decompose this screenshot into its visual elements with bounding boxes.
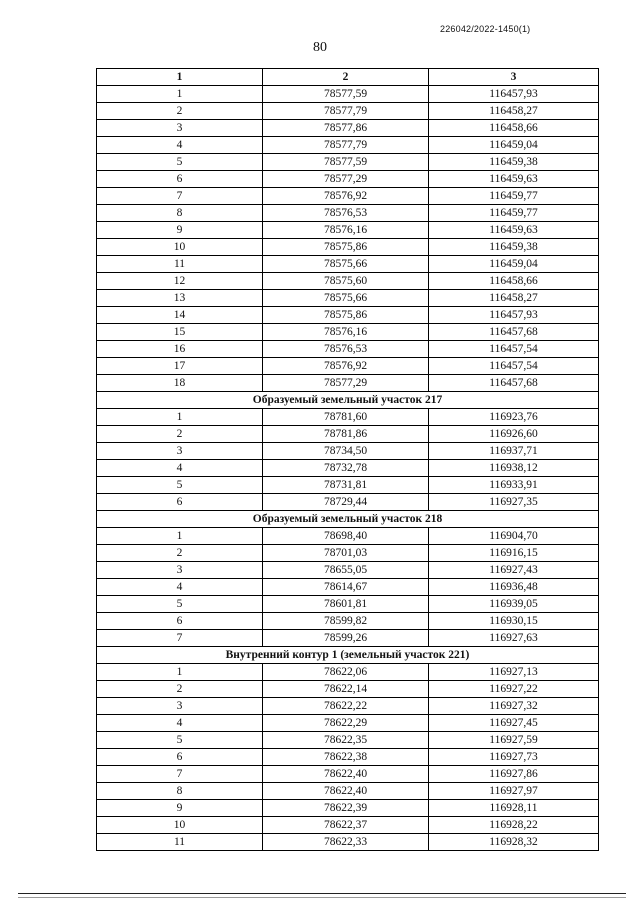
coordinate-x: 78622,37 [263, 817, 429, 834]
coordinate-y: 116937,71 [429, 443, 599, 460]
coordinate-x: 78729,44 [263, 494, 429, 511]
coordinate-y: 116458,27 [429, 290, 599, 307]
coordinate-x: 78575,66 [263, 256, 429, 273]
bottom-rule [18, 893, 626, 894]
table-row [97, 766, 599, 783]
table-row [97, 460, 599, 477]
section-title: Образуемый земельный участок 218 [97, 511, 599, 528]
coordinate-x: 78614,67 [263, 579, 429, 596]
coordinate-y: 116927,45 [429, 715, 599, 732]
coordinate-x: 78577,59 [263, 154, 429, 171]
point-number: 2 [97, 426, 263, 443]
point-number: 7 [97, 766, 263, 783]
table-row [97, 664, 599, 681]
point-number: 8 [97, 205, 263, 222]
table-row [97, 528, 599, 545]
table-row [97, 800, 599, 817]
coordinate-y: 116459,77 [429, 188, 599, 205]
point-number: 11 [97, 834, 263, 851]
coordinate-y: 116459,77 [429, 205, 599, 222]
coordinate-y: 116939,05 [429, 596, 599, 613]
coordinate-y: 116927,97 [429, 783, 599, 800]
coordinate-x: 78622,29 [263, 715, 429, 732]
point-number: 1 [97, 409, 263, 426]
point-number: 18 [97, 375, 263, 392]
point-number: 5 [97, 154, 263, 171]
column-header: 2 [263, 69, 429, 86]
point-number: 2 [97, 103, 263, 120]
coordinate-x: 78577,29 [263, 171, 429, 188]
table-row [97, 630, 599, 647]
coordinate-y: 116927,63 [429, 630, 599, 647]
coordinate-x: 78622,06 [263, 664, 429, 681]
table-row [97, 239, 599, 256]
point-number: 10 [97, 817, 263, 834]
table-row [97, 834, 599, 851]
point-number: 15 [97, 324, 263, 341]
table-row [97, 494, 599, 511]
section-header-row [97, 647, 599, 664]
table-row [97, 273, 599, 290]
table-row [97, 375, 599, 392]
coordinate-x: 78577,86 [263, 120, 429, 137]
coordinates-table [96, 68, 599, 851]
table-row [97, 120, 599, 137]
point-number: 14 [97, 307, 263, 324]
point-number: 3 [97, 120, 263, 137]
point-number: 4 [97, 715, 263, 732]
coordinate-y: 116927,13 [429, 664, 599, 681]
coordinate-x: 78622,39 [263, 800, 429, 817]
table-row [97, 613, 599, 630]
coordinate-y: 116459,04 [429, 137, 599, 154]
coordinate-x: 78575,86 [263, 307, 429, 324]
table-row [97, 324, 599, 341]
coordinate-y: 116927,32 [429, 698, 599, 715]
table-row [97, 783, 599, 800]
coordinate-x: 78576,53 [263, 205, 429, 222]
coordinate-x: 78576,16 [263, 222, 429, 239]
point-number: 6 [97, 749, 263, 766]
table-row [97, 545, 599, 562]
coordinate-y: 116927,35 [429, 494, 599, 511]
point-number: 2 [97, 681, 263, 698]
coordinate-x: 78575,66 [263, 290, 429, 307]
table-row [97, 443, 599, 460]
table-row [97, 409, 599, 426]
table-row [97, 103, 599, 120]
point-number: 1 [97, 528, 263, 545]
coordinate-y: 116938,12 [429, 460, 599, 477]
point-number: 8 [97, 783, 263, 800]
table-row [97, 137, 599, 154]
page-number: 80 [313, 40, 327, 55]
coordinate-y: 116927,22 [429, 681, 599, 698]
coordinate-x: 78575,60 [263, 273, 429, 290]
table-row [97, 171, 599, 188]
coordinate-x: 78622,40 [263, 766, 429, 783]
coordinate-y: 116927,73 [429, 749, 599, 766]
bottom-rule-thin [18, 897, 626, 898]
table-row [97, 154, 599, 171]
coordinate-x: 78576,16 [263, 324, 429, 341]
coordinate-x: 78732,78 [263, 460, 429, 477]
coordinate-x: 78601,81 [263, 596, 429, 613]
point-number: 10 [97, 239, 263, 256]
table-row [97, 307, 599, 324]
point-number: 3 [97, 443, 263, 460]
point-number: 9 [97, 800, 263, 817]
coordinate-x: 78622,22 [263, 698, 429, 715]
coordinate-x: 78576,53 [263, 341, 429, 358]
coordinate-x: 78698,40 [263, 528, 429, 545]
table-body [97, 86, 599, 851]
coordinate-x: 78781,86 [263, 426, 429, 443]
table-row [97, 426, 599, 443]
coordinate-y: 116457,54 [429, 358, 599, 375]
point-number: 3 [97, 562, 263, 579]
point-number: 12 [97, 273, 263, 290]
coordinate-y: 116457,93 [429, 307, 599, 324]
coordinate-y: 116457,68 [429, 324, 599, 341]
coordinate-y: 116457,93 [429, 86, 599, 103]
section-title: Внутренний контур 1 (земельный участок 221) [97, 647, 599, 664]
table-row [97, 562, 599, 579]
coordinate-y: 116459,38 [429, 154, 599, 171]
point-number: 9 [97, 222, 263, 239]
table-row [97, 86, 599, 103]
point-number: 1 [97, 86, 263, 103]
coordinate-y: 116459,63 [429, 222, 599, 239]
coordinate-x: 78599,82 [263, 613, 429, 630]
coordinate-y: 116458,66 [429, 273, 599, 290]
point-number: 4 [97, 460, 263, 477]
point-number: 5 [97, 596, 263, 613]
column-header: 3 [429, 69, 599, 86]
table-header [97, 69, 599, 86]
coordinate-y: 116930,15 [429, 613, 599, 630]
table-row [97, 715, 599, 732]
table-row [97, 205, 599, 222]
point-number: 11 [97, 256, 263, 273]
coordinate-x: 78781,60 [263, 409, 429, 426]
coordinate-y: 116928,32 [429, 834, 599, 851]
section-header-row [97, 511, 599, 528]
section-header-row [97, 392, 599, 409]
coordinate-x: 78599,26 [263, 630, 429, 647]
column-header: 1 [97, 69, 263, 86]
coordinate-x: 78734,50 [263, 443, 429, 460]
coordinate-y: 116923,76 [429, 409, 599, 426]
coordinate-x: 78575,86 [263, 239, 429, 256]
document-code: 226042/2022-1450(1) [440, 24, 531, 34]
coordinate-x: 78701,03 [263, 545, 429, 562]
table-row [97, 358, 599, 375]
point-number: 7 [97, 188, 263, 205]
coordinate-x: 78622,35 [263, 732, 429, 749]
coordinate-x: 78655,05 [263, 562, 429, 579]
coordinate-y: 116928,11 [429, 800, 599, 817]
coordinate-y: 116457,68 [429, 375, 599, 392]
table-row [97, 749, 599, 766]
point-number: 5 [97, 477, 263, 494]
coordinate-y: 116927,43 [429, 562, 599, 579]
point-number: 6 [97, 171, 263, 188]
coordinate-y: 116916,15 [429, 545, 599, 562]
section-title: Образуемый земельный участок 217 [97, 392, 599, 409]
point-number: 1 [97, 664, 263, 681]
coordinate-y: 116927,59 [429, 732, 599, 749]
table-row [97, 188, 599, 205]
coordinate-y: 116458,27 [429, 103, 599, 120]
coordinate-x: 78577,59 [263, 86, 429, 103]
point-number: 2 [97, 545, 263, 562]
coordinate-y: 116459,04 [429, 256, 599, 273]
table-row [97, 290, 599, 307]
point-number: 6 [97, 494, 263, 511]
coordinate-y: 116936,48 [429, 579, 599, 596]
coordinate-x: 78577,79 [263, 137, 429, 154]
table-row [97, 596, 599, 613]
table-row [97, 698, 599, 715]
coordinate-y: 116458,66 [429, 120, 599, 137]
point-number: 13 [97, 290, 263, 307]
point-number: 7 [97, 630, 263, 647]
coordinate-x: 78576,92 [263, 358, 429, 375]
coordinate-y: 116928,22 [429, 817, 599, 834]
coordinate-x: 78577,29 [263, 375, 429, 392]
coordinate-y: 116904,70 [429, 528, 599, 545]
coordinate-x: 78622,33 [263, 834, 429, 851]
coordinate-y: 116459,38 [429, 239, 599, 256]
point-number: 3 [97, 698, 263, 715]
coordinate-y: 116933,91 [429, 477, 599, 494]
coordinate-x: 78731,81 [263, 477, 429, 494]
table-row [97, 681, 599, 698]
coordinate-x: 78622,40 [263, 783, 429, 800]
table-row [97, 477, 599, 494]
point-number: 4 [97, 137, 263, 154]
table-row [97, 817, 599, 834]
table-row [97, 256, 599, 273]
coordinate-x: 78622,14 [263, 681, 429, 698]
point-number: 5 [97, 732, 263, 749]
coordinate-x: 78577,79 [263, 103, 429, 120]
coordinate-y: 116926,60 [429, 426, 599, 443]
table-row [97, 222, 599, 239]
coordinate-y: 116459,63 [429, 171, 599, 188]
point-number: 16 [97, 341, 263, 358]
coordinate-x: 78576,92 [263, 188, 429, 205]
table-row [97, 732, 599, 749]
point-number: 6 [97, 613, 263, 630]
table-row [97, 341, 599, 358]
coordinate-x: 78622,38 [263, 749, 429, 766]
coordinate-y: 116457,54 [429, 341, 599, 358]
point-number: 4 [97, 579, 263, 596]
table-row [97, 579, 599, 596]
coordinate-y: 116927,86 [429, 766, 599, 783]
point-number: 17 [97, 358, 263, 375]
